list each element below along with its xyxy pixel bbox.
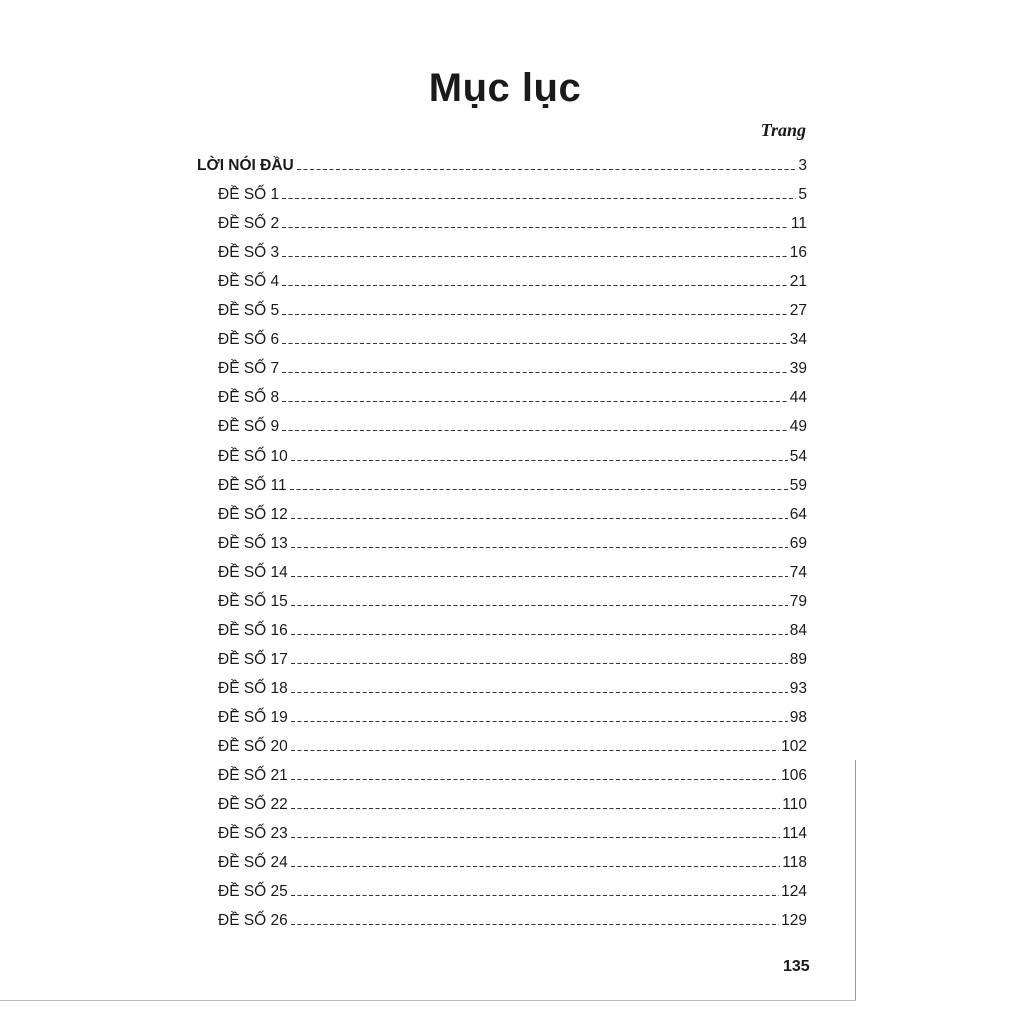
toc-entry-label: ĐỀ SỐ 5 bbox=[218, 302, 280, 320]
toc-entry-label: ĐỀ SỐ 17 bbox=[218, 650, 288, 668]
page-number: 135 bbox=[783, 958, 810, 975]
toc-entry-label: ĐỀ SỐ 8 bbox=[218, 389, 280, 407]
toc-entry-label: ĐỀ SỐ 22 bbox=[218, 796, 288, 814]
toc-leader-dashes bbox=[291, 634, 788, 635]
toc-entry-page: 5 bbox=[798, 186, 807, 204]
toc-entry-page: 16 bbox=[789, 244, 807, 262]
toc-entry[interactable] bbox=[197, 756, 807, 785]
toc-entry[interactable] bbox=[197, 262, 807, 291]
toc-entry[interactable] bbox=[197, 233, 807, 262]
toc-leader-dashes bbox=[291, 924, 779, 925]
toc-leader-dashes bbox=[282, 343, 788, 344]
toc-entry-label: ĐỀ SỐ 9 bbox=[218, 418, 280, 436]
toc-entry-page: 34 bbox=[789, 331, 807, 349]
toc-entry-page: 69 bbox=[789, 534, 807, 552]
toc-leader-dashes bbox=[291, 605, 788, 606]
toc-entry[interactable] bbox=[197, 349, 807, 378]
toc-entry-label: ĐỀ SỐ 16 bbox=[218, 621, 288, 639]
toc-entry[interactable] bbox=[197, 640, 807, 669]
toc-leader-dashes bbox=[291, 750, 779, 751]
toc-entry-page: 79 bbox=[789, 592, 807, 610]
toc-leader-dashes bbox=[297, 169, 797, 170]
toc-entry[interactable] bbox=[197, 204, 807, 233]
toc-entry-label: ĐỀ SỐ 21 bbox=[218, 767, 288, 785]
toc-leader-dashes bbox=[291, 692, 788, 693]
toc-entry[interactable] bbox=[197, 727, 807, 756]
toc-leader-dashes bbox=[291, 721, 788, 722]
toc-entry[interactable] bbox=[197, 785, 807, 814]
toc-leader-dashes bbox=[291, 460, 788, 461]
toc-entry-page: 54 bbox=[789, 447, 807, 465]
toc-entry-label: ĐỀ SỐ 24 bbox=[218, 854, 288, 872]
toc-entry-page: 11 bbox=[790, 215, 807, 233]
toc-entry-label: ĐỀ SỐ 4 bbox=[218, 273, 280, 291]
toc-entry[interactable] bbox=[197, 901, 807, 930]
toc-leader-dashes bbox=[282, 401, 788, 402]
toc-leader-dashes bbox=[282, 372, 788, 373]
toc-entry-page: 3 bbox=[798, 157, 807, 175]
toc-leader-dashes bbox=[291, 779, 779, 780]
toc-entry-page: 93 bbox=[789, 679, 807, 697]
page-edge-vertical bbox=[855, 760, 856, 1000]
toc-entry[interactable] bbox=[197, 698, 807, 727]
toc-entry-label: ĐỀ SỐ 23 bbox=[218, 825, 288, 843]
toc-entry-page: 98 bbox=[789, 708, 807, 726]
toc-entry-label: ĐỀ SỐ 13 bbox=[218, 534, 288, 552]
toc-entry-page: 74 bbox=[789, 563, 807, 581]
toc-entry-label: ĐỀ SỐ 25 bbox=[218, 883, 288, 901]
toc-leader-dashes bbox=[282, 227, 789, 228]
toc-entry[interactable] bbox=[197, 320, 807, 349]
toc-entry[interactable] bbox=[197, 175, 807, 204]
toc-leader-dashes bbox=[291, 808, 781, 809]
toc-entry-page: 114 bbox=[782, 825, 807, 843]
toc-entry[interactable] bbox=[197, 378, 807, 407]
toc-entry-page: 49 bbox=[789, 418, 807, 436]
toc-leader-dashes bbox=[291, 518, 788, 519]
toc-leader-dashes bbox=[291, 837, 781, 838]
toc-entry-page: 59 bbox=[789, 476, 807, 494]
table-of-contents bbox=[197, 146, 807, 930]
toc-entry-page: 64 bbox=[789, 505, 807, 523]
toc-entry[interactable] bbox=[197, 466, 807, 495]
toc-entry[interactable] bbox=[197, 872, 807, 901]
toc-leader-dashes bbox=[282, 198, 796, 199]
toc-entry-label: ĐỀ SỐ 3 bbox=[218, 244, 280, 262]
toc-entry[interactable] bbox=[197, 843, 807, 872]
toc-entry-label: ĐỀ SỐ 12 bbox=[218, 505, 288, 523]
toc-entry-page: 89 bbox=[789, 650, 807, 668]
toc-entry-label: ĐỀ SỐ 1 bbox=[218, 186, 280, 204]
toc-entry[interactable] bbox=[197, 407, 807, 436]
toc-entry-page: 39 bbox=[789, 360, 807, 378]
toc-entry-label: ĐỀ SỐ 18 bbox=[218, 679, 288, 697]
toc-entry-label: ĐỀ SỐ 19 bbox=[218, 708, 288, 726]
toc-entry-page: 102 bbox=[781, 737, 807, 755]
page-edge-horizontal bbox=[0, 1000, 856, 1001]
toc-entry-label: ĐỀ SỐ 11 bbox=[218, 476, 287, 494]
page-title: Mục lục bbox=[428, 66, 582, 110]
toc-leader-dashes bbox=[282, 314, 788, 315]
toc-leader-dashes bbox=[291, 547, 788, 548]
toc-entry-label: LỜI NÓI ĐẦU bbox=[197, 157, 294, 175]
toc-leader-dashes bbox=[282, 256, 788, 257]
toc-entry[interactable] bbox=[197, 553, 807, 582]
toc-entry-label: ĐỀ SỐ 26 bbox=[218, 912, 288, 930]
toc-entry[interactable] bbox=[197, 611, 807, 640]
toc-entry-page: 106 bbox=[781, 767, 807, 785]
toc-entry-page: 110 bbox=[782, 796, 807, 814]
toc-leader-dashes bbox=[291, 576, 788, 577]
toc-entry-page: 27 bbox=[789, 302, 807, 320]
toc-entry-page: 84 bbox=[789, 621, 807, 639]
toc-entry-page: 118 bbox=[782, 854, 807, 872]
toc-entry-label: ĐỀ SỐ 15 bbox=[218, 592, 288, 610]
toc-entry[interactable] bbox=[197, 291, 807, 320]
toc-entry[interactable] bbox=[197, 669, 807, 698]
toc-leader-dashes bbox=[282, 430, 788, 431]
toc-entry-label: ĐỀ SỐ 2 bbox=[218, 215, 280, 233]
toc-entry-label: ĐỀ SỐ 20 bbox=[218, 737, 288, 755]
toc-entry-label: ĐỀ SỐ 6 bbox=[218, 331, 280, 349]
toc-leader-dashes bbox=[282, 285, 788, 286]
toc-entry[interactable] bbox=[197, 814, 807, 843]
toc-leader-dashes bbox=[290, 489, 788, 490]
toc-leader-dashes bbox=[291, 895, 779, 896]
toc-leader-dashes bbox=[291, 663, 788, 664]
toc-entry-page: 124 bbox=[781, 883, 807, 901]
toc-entry-page: 21 bbox=[789, 273, 807, 291]
toc-entry[interactable] bbox=[197, 495, 807, 524]
toc-entry[interactable] bbox=[197, 146, 807, 175]
toc-entry[interactable] bbox=[197, 582, 807, 611]
toc-entry[interactable] bbox=[197, 436, 807, 465]
toc-leader-dashes bbox=[291, 866, 781, 867]
toc-entry-page: 129 bbox=[781, 912, 807, 930]
page-column-header: Trang bbox=[760, 120, 806, 140]
toc-entry-label: ĐỀ SỐ 14 bbox=[218, 563, 288, 581]
toc-entry-label: ĐỀ SỐ 7 bbox=[218, 360, 280, 378]
toc-entry[interactable] bbox=[197, 524, 807, 553]
toc-entry-page: 44 bbox=[789, 389, 807, 407]
toc-entry-label: ĐỀ SỐ 10 bbox=[218, 447, 288, 465]
